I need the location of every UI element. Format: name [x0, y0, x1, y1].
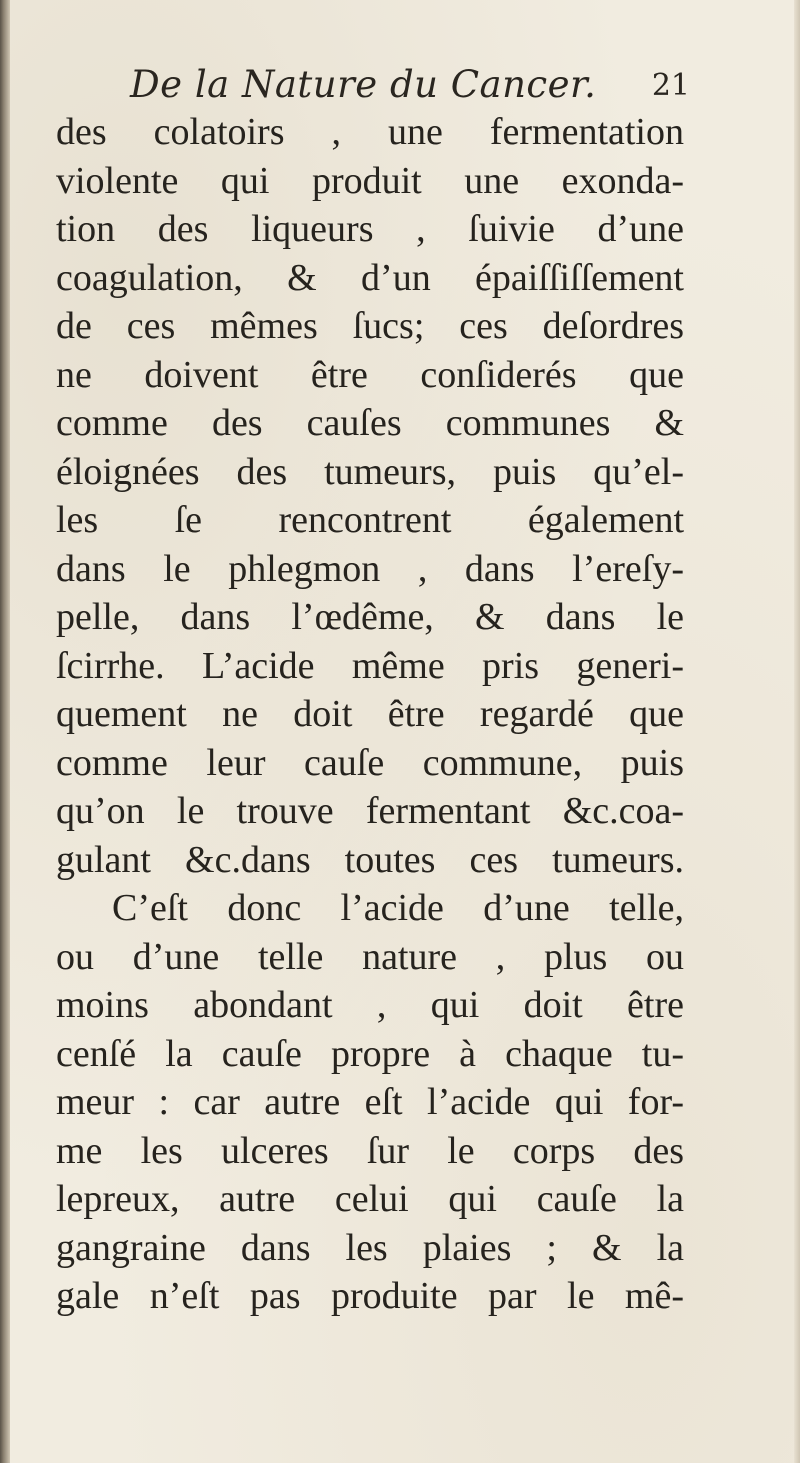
- running-title: De la Nature du Cancer.: [130, 63, 597, 106]
- page-edge: [794, 0, 800, 1463]
- text-line: coagulation, & d’un épaiſſiſſement: [56, 256, 684, 299]
- text-line: qu’on le trouve fermentant &c.coa-: [56, 790, 684, 832]
- text-line: comme leur cauſe commune, puis: [56, 741, 684, 784]
- paragraph-start-line: C’eſt donc l’acide d’une telle,: [112, 887, 684, 929]
- text-line: des colatoirs , une fermentation: [56, 111, 684, 153]
- text-line: de ces mêmes ſucs; ces deſordres: [56, 305, 684, 347]
- text-line: quement ne doit être regardé que: [56, 693, 684, 735]
- text-line: pelle, dans l’œdême, & dans le: [56, 596, 684, 638]
- text-line: ne doivent être conſiderés que: [56, 353, 684, 396]
- text-line: ou d’une telle nature , plus ou: [56, 935, 684, 978]
- text-line: les ſe rencontrent également: [56, 499, 684, 541]
- text-line: gangraine dans les plaies ; & la: [56, 1226, 684, 1269]
- text-line: tion des liqueurs , ſuivie d’une: [56, 208, 684, 250]
- text-line: dans le phlegmon , dans l’ereſy-: [56, 547, 684, 590]
- page-number: 21: [651, 68, 690, 103]
- page-header: [130, 62, 690, 112]
- text-line: comme des cauſes communes &: [56, 402, 684, 444]
- text-line: cenſé la cauſe propre à chaque tu-: [56, 1032, 684, 1075]
- text-line: me les ulceres ſur le corps des: [56, 1129, 684, 1172]
- text-line: lepreux, autre celui qui cauſe la: [56, 1178, 684, 1220]
- text-line: éloignées des tumeurs, puis qu’el-: [56, 450, 684, 493]
- text-line: gale n’eſt pas produite par le mê-: [56, 1275, 684, 1317]
- text-line: moins abondant , qui doit être: [56, 984, 684, 1026]
- text-line: violente qui produit une exonda-: [56, 159, 684, 202]
- binding-edge: [0, 0, 10, 1463]
- text-line: gulant &c.dans toutes ces tumeurs.: [56, 838, 684, 881]
- text-line: ſcirrhe. L’acide même pris generi-: [56, 644, 684, 687]
- body-text: [56, 108, 684, 1321]
- text-line: meur : car autre eſt l’acide qui for-: [56, 1081, 684, 1123]
